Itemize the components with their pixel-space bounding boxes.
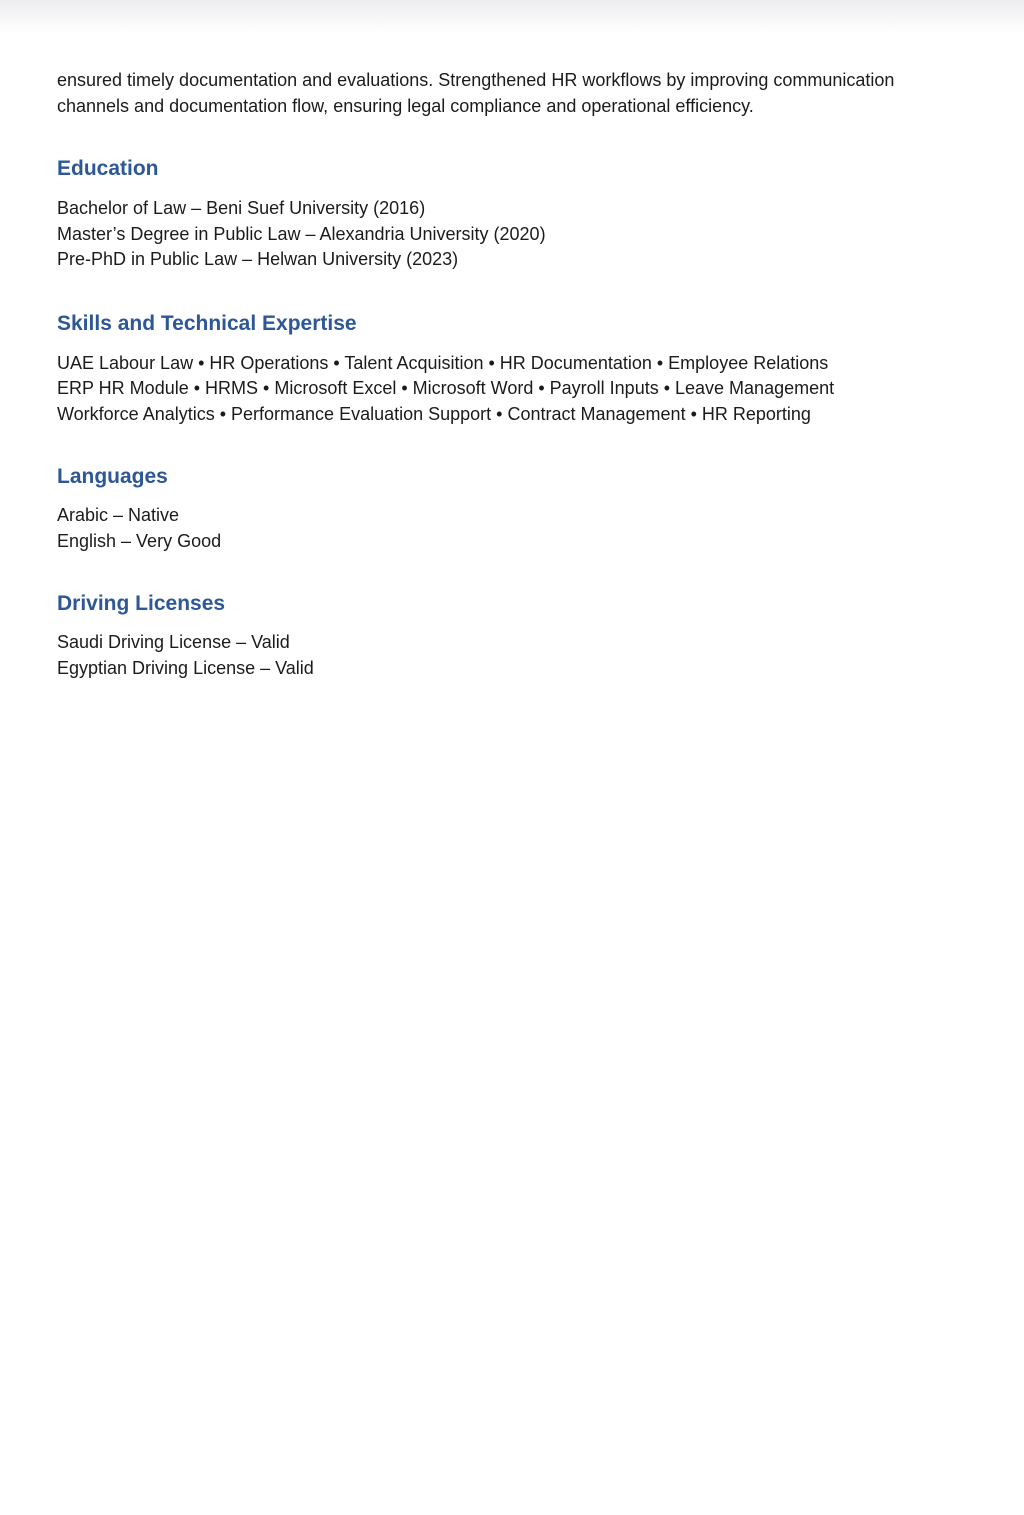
education-item: Pre-PhD in Public Law – Helwan University (2023) [57, 249, 459, 269]
languages-section [57, 464, 967, 554]
license-item: Egyptian Driving License – Valid [57, 657, 314, 678]
language-item: English – Very Good [57, 530, 222, 551]
top-edge-shadow [0, 0, 1024, 34]
experience-continuation-paragraph [57, 67, 967, 119]
driving-licenses-section [57, 591, 967, 681]
education-list [57, 196, 967, 273]
skills-list [57, 351, 967, 428]
language-item: Arabic – Native [57, 505, 180, 525]
driving-licenses-heading: Driving Licenses [57, 592, 226, 615]
skills-line: UAE Labour Law • HR Operations • Talent Acquisition • HR Documentation • Employee Relations [57, 352, 829, 373]
skills-line: ERP HR Module • HRMS • Microsoft Excel • Microsoft Word • Payroll Inputs • Leave Management [57, 378, 835, 398]
education-item: Master’s Degree in Public Law – Alexandria University (2020) [57, 223, 546, 244]
education-heading: Education [57, 157, 159, 180]
skills-heading: Skills and Technical Expertise [57, 311, 357, 335]
resume-page [57, 67, 967, 681]
education-section [57, 156, 967, 273]
license-item: Saudi Driving License – Valid [57, 632, 290, 652]
education-item: Bachelor of Law – Beni Suef University (2016) [57, 198, 426, 218]
skills-section [57, 311, 967, 428]
languages-heading: Languages [57, 465, 168, 488]
languages-list [57, 503, 967, 554]
paragraph-line: ensured timely documentation and evaluations. Strengthened HR workflows by improving communication [57, 70, 895, 90]
driving-licenses-list [57, 630, 967, 681]
skills-line: Workforce Analytics • Performance Evaluation Support • Contract Management • HR Reporting [57, 403, 811, 424]
paragraph-line: channels and documentation flow, ensuring legal compliance and operational efficiency. [57, 96, 754, 116]
